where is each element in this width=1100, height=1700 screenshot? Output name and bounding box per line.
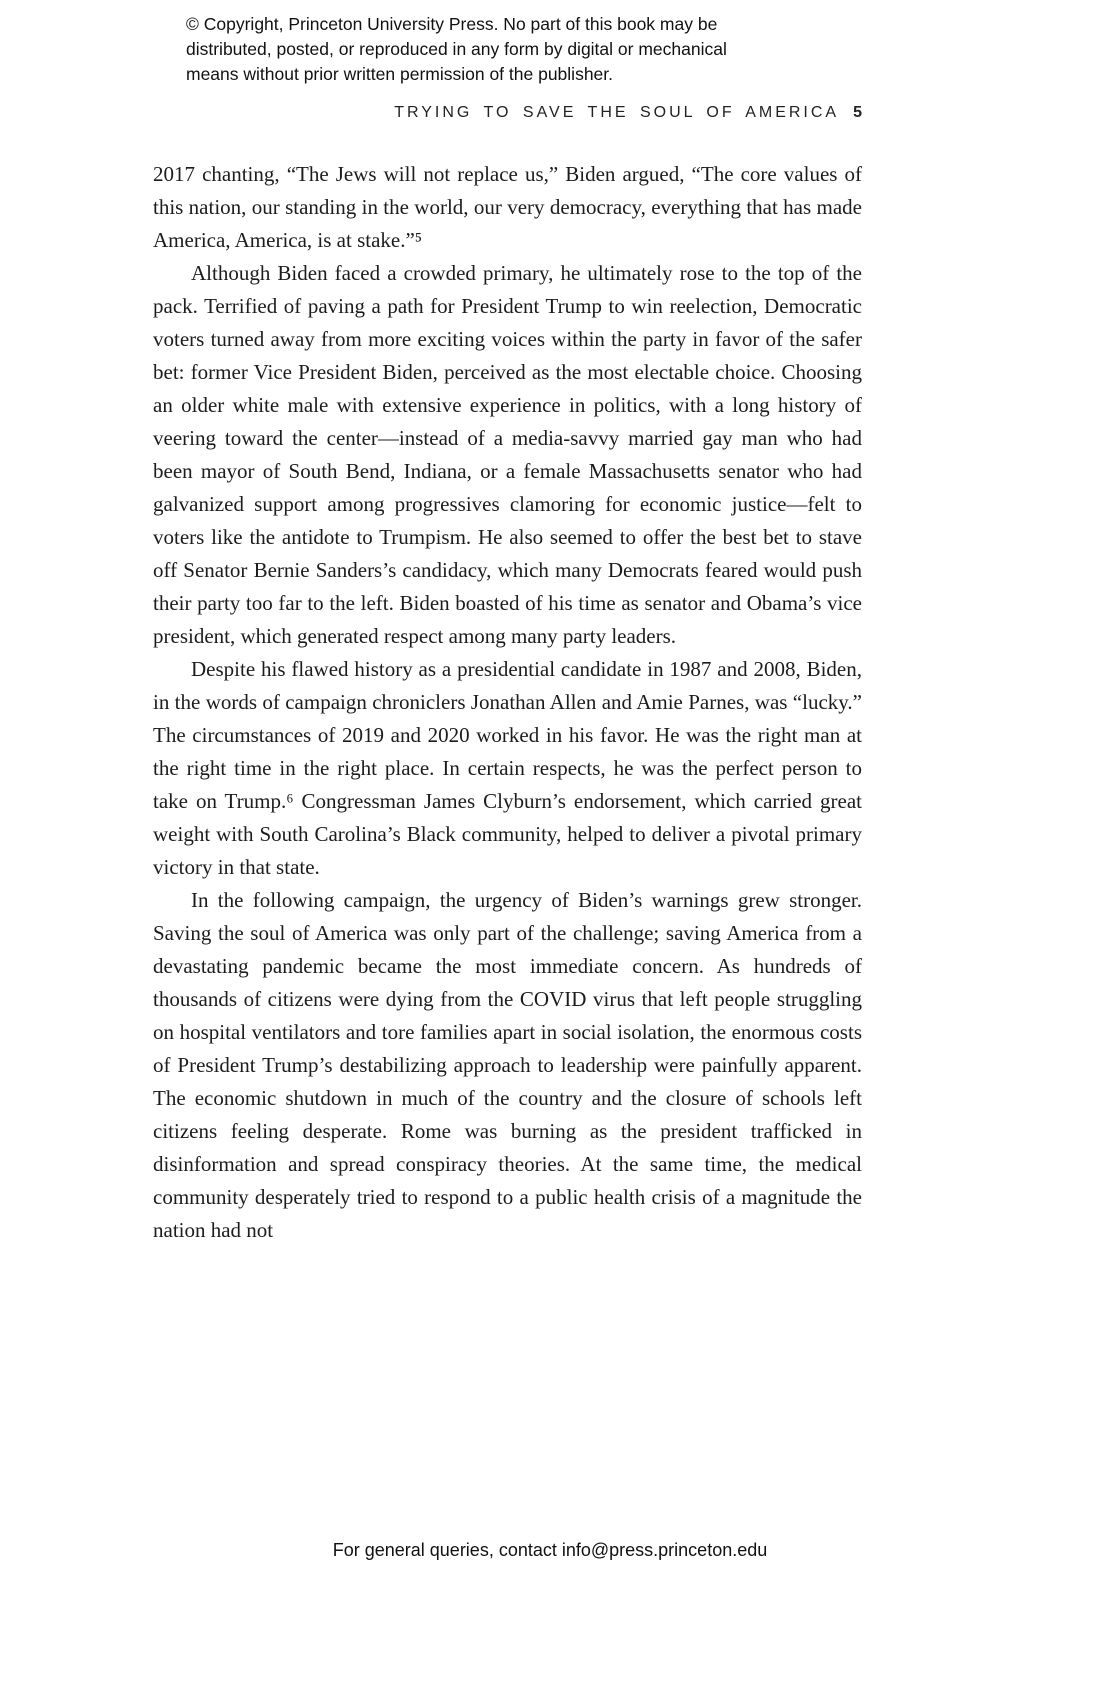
body-text [153, 158, 862, 1247]
running-head [153, 104, 862, 122]
copyright-line: © Copyright, Princeton University Press. No part of this book may be [186, 14, 718, 34]
copyright-line: means without prior written permission of the publisher. [186, 64, 614, 84]
paragraph: 2017 chanting, “The Jews will not replace us,” Biden argued, “The core values of this nation, our standing in the world, our very democracy, everything that has made America, America, is at stake.”⁵ [153, 162, 862, 252]
paragraph: In the following campaign, the urgency of Biden’s warnings grew stronger. Saving the soul of America was only part of the challenge; saving America from a devastating pandemic became the most immediate concern. As hundreds of thousands of citizens were dying from the COVID virus that left people struggling on hospital ventilators and tore families apart in social isolation, the enormous costs of President Trump’s destabilizing approach to leadership were painfully apparent. The economic shutdown in much of the country and the closure of schools left citizens feeling desperate. Rome was burning as the president trafficked in disinformation and spread conspiracy theories. At the same time, the medical community desperately tried to respond to a public health crisis of a magnitude the nation had not [153, 888, 862, 1242]
page-number: 5 [853, 104, 862, 121]
running-head-title: TRYING TO SAVE THE SOUL OF AMERICA [394, 104, 840, 121]
copyright-notice [186, 12, 866, 87]
paragraph: Although Biden faced a crowded primary, he ultimately rose to the top of the pack. Terrified of paving a path for President Trump to win reelection, Democratic voters turned away from more exciting voices within the party in favor of the safer bet: former Vice President Biden, perceived as the most electable choice. Choosing an older white male with extensive experience in politics, with a long history of veering toward the center—instead of a media-savvy married gay man who had been mayor of South Bend, Indiana, or a female Massachusetts senator who had galvanized support among progressives clamoring for economic justice—felt to voters like the antidote to Trumpism. He also seemed to offer the best bet to stave off Senator Bernie Sanders’s candidacy, which many Democrats feared would push their party too far to the left. Biden boasted of his time as senator and Obama’s vice president, which generated respect among many party leaders. [153, 261, 862, 648]
paragraph: Despite his flawed history as a presidential candidate in 1987 and 2008, Biden, in the words of campaign chroniclers Jonathan Allen and Amie Parnes, was “lucky.” The circumstances of 2019 and 2020 worked in his favor. He was the right man at the right time in the right place. In certain respects, he was the perfect person to take on Trump.⁶ Congressman James Clyburn’s endorsement, which carried great weight with South Carolina’s Black community, helped to deliver a pivotal primary victory in that state. [153, 657, 862, 879]
copyright-line: distributed, posted, or reproduced in any form by digital or mechanical [186, 39, 727, 59]
footer-queries: For general queries, contact info@press.princeton.edu [332, 1540, 768, 1560]
